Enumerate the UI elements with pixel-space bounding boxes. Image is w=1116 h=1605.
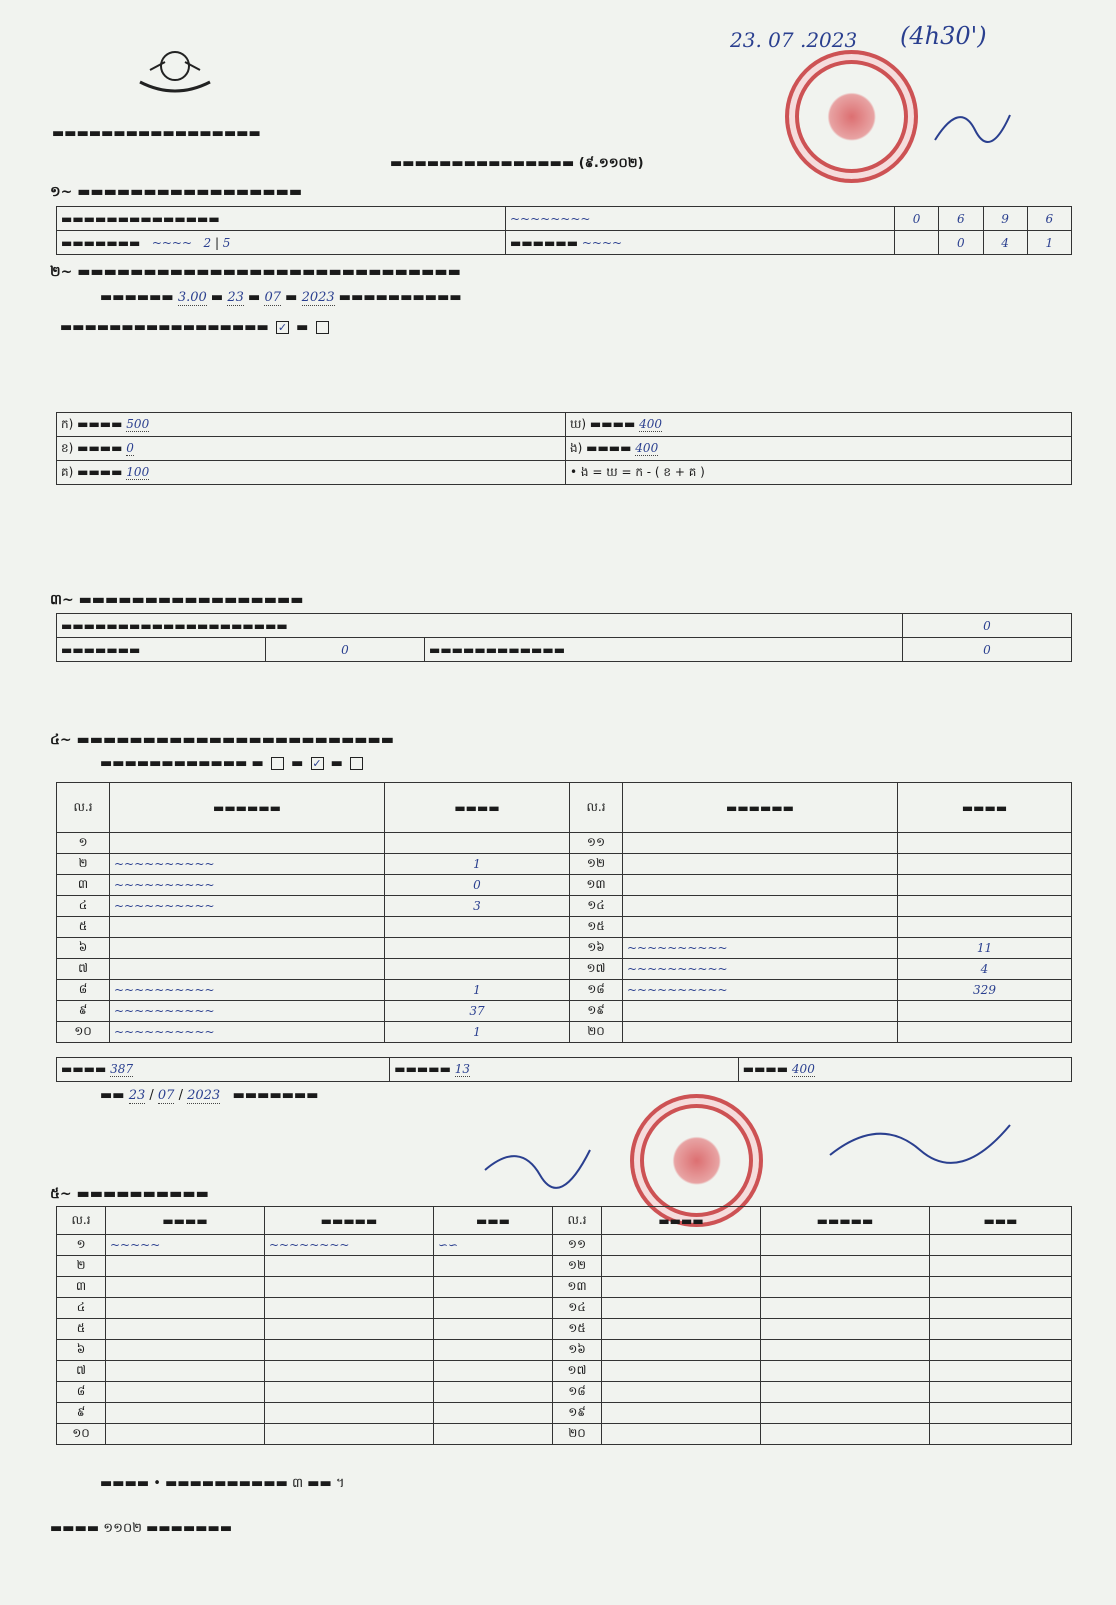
votes-row bbox=[57, 875, 1072, 896]
party-name bbox=[623, 896, 898, 917]
witness-party bbox=[265, 1424, 434, 1445]
witness-row bbox=[57, 1424, 1072, 1445]
row-no: ១០ bbox=[57, 1022, 110, 1043]
party-name: ~~~~~~~~~~ bbox=[110, 854, 385, 875]
witness-signature bbox=[930, 1235, 1072, 1256]
footnote: ▬▬▬▬ • ▬▬▬▬▬▬▬▬▬▬ ៣ ▬▬ ។ bbox=[100, 1476, 345, 1491]
party-votes: 1 bbox=[385, 854, 570, 875]
row-no: ៥ bbox=[57, 917, 110, 938]
stamp-time: (4h30') bbox=[900, 22, 987, 50]
party-name: ~~~~~~~~~~ bbox=[623, 980, 898, 1001]
witness-party bbox=[265, 1340, 434, 1361]
code-digit: 9 bbox=[983, 207, 1027, 231]
party-votes bbox=[898, 833, 1072, 854]
row-no: ៧ bbox=[57, 959, 110, 980]
witness-signature bbox=[434, 1424, 553, 1445]
row-no: ៧ bbox=[57, 1361, 106, 1382]
party-votes bbox=[385, 917, 570, 938]
total-invalid: 13 bbox=[454, 1062, 471, 1076]
votes-table: ល.រ ▬▬▬▬▬▬ ▬▬▬▬ ល.រ ▬▬▬▬▬▬ ▬▬▬▬ ១ ១១ ២ ~~~~~~~~~~ 1 ១២ ៣ ~~~~~~~~~~ 0 ១៣ ៤ ~~~~~~~~~~ 3 ១៤ ៥ ១៥ ៦ ១៦ ~~~~~~~~~~ 11 ៧ ១៧ ~~~~~~~~~~ 4 ៨ ~~~~~~~~~~ 1 ១៨ ~~~~~~~~~~ 329 ៩ ~~~~~~~~~~ 37 ១៩ ១០ ~~~~~~~~~~ 1 ២០ bbox=[56, 782, 1072, 1043]
witness-name bbox=[106, 1256, 265, 1277]
witness-party bbox=[761, 1424, 930, 1445]
formula: ង = ឃ = ក - ( ខ + គ ) bbox=[580, 464, 705, 479]
complaints-total: 0 bbox=[903, 614, 1072, 638]
witness-signature bbox=[434, 1298, 553, 1319]
form-title: ▬▬▬▬▬▬▬▬▬▬▬▬▬▬▬ (៩.១១០២) bbox=[390, 156, 644, 171]
witness-name bbox=[602, 1403, 761, 1424]
witness-party bbox=[265, 1403, 434, 1424]
section5-heading: ៥~ ▬▬▬▬▬▬▬▬▬▬ bbox=[50, 1186, 209, 1202]
commune-digit: 4 bbox=[983, 231, 1027, 255]
votes-row bbox=[57, 938, 1072, 959]
witness-party bbox=[265, 1319, 434, 1340]
party-votes bbox=[385, 959, 570, 980]
votes-row bbox=[57, 854, 1072, 875]
form-footer: ▬▬▬▬ ១១០២ ▬▬▬▬▬▬▬ bbox=[50, 1521, 233, 1536]
party-name: ~~~~~~~~~~ bbox=[623, 938, 898, 959]
witness-signature bbox=[930, 1256, 1072, 1277]
votes-row bbox=[57, 980, 1072, 1001]
commune-digit: 0 bbox=[939, 231, 983, 255]
row-no: ១២ bbox=[553, 1256, 602, 1277]
witness-row bbox=[57, 1277, 1072, 1298]
witness-name bbox=[106, 1277, 265, 1298]
row-no: ២០ bbox=[553, 1424, 602, 1445]
totals-table: ▬▬▬▬ 387 ▬▬▬▬▬ 13 ▬▬▬▬ 400 bbox=[56, 1057, 1072, 1082]
witness-name bbox=[602, 1256, 761, 1277]
witness-party bbox=[265, 1298, 434, 1319]
row-no: ៤ bbox=[57, 1298, 106, 1319]
party-votes: 1 bbox=[385, 1022, 570, 1043]
row-no: ១១ bbox=[553, 1235, 602, 1256]
witness-signature bbox=[930, 1424, 1072, 1445]
row-no: ១៤ bbox=[570, 896, 623, 917]
section4-heading: ៤~ ▬▬▬▬▬▬▬▬▬▬▬▬▬▬▬▬▬▬▬▬▬▬▬▬ bbox=[50, 732, 394, 748]
sign-month: 07 bbox=[157, 1088, 175, 1103]
party-name bbox=[623, 917, 898, 938]
witness-name bbox=[106, 1361, 265, 1382]
total-in-box: 400 bbox=[791, 1062, 815, 1076]
nec-emblem-icon bbox=[130, 42, 220, 102]
witness-signature bbox=[930, 1340, 1072, 1361]
party-votes: 37 bbox=[385, 1001, 570, 1022]
row-label: ឃ) bbox=[570, 416, 587, 431]
witness-name: ~~~~~ bbox=[106, 1235, 265, 1256]
party-name bbox=[623, 854, 898, 875]
witness-signature bbox=[930, 1319, 1072, 1340]
row-label: ខ) bbox=[61, 440, 74, 455]
witness-party bbox=[265, 1256, 434, 1277]
row-no: ៤ bbox=[57, 896, 110, 917]
votes-row bbox=[57, 1022, 1072, 1043]
party-name: ~~~~~~~~~~ bbox=[110, 1001, 385, 1022]
row-no: ២០ bbox=[570, 1022, 623, 1043]
party-name bbox=[110, 833, 385, 854]
row-no: ១១ bbox=[570, 833, 623, 854]
witness-party bbox=[761, 1235, 930, 1256]
ballots-unused: 100 bbox=[126, 464, 150, 479]
row-no: ២ bbox=[57, 854, 110, 875]
row-no: ១២ bbox=[570, 854, 623, 875]
witness-row bbox=[57, 1319, 1072, 1340]
witness-name bbox=[106, 1382, 265, 1403]
witness-party bbox=[265, 1361, 434, 1382]
party-votes bbox=[898, 854, 1072, 875]
party-votes bbox=[898, 1001, 1072, 1022]
section2-table: ក) ▬▬▬▬ 500 ឃ) ▬▬▬▬ 400 ខ) ▬▬▬▬ 0 ង) ▬▬▬▬ 400 គ) ▬▬▬▬ 100 • ង = ឃ = ក - ( ខ + គ ) bbox=[56, 412, 1072, 485]
witness-name bbox=[602, 1235, 761, 1256]
party-votes bbox=[898, 917, 1072, 938]
row-no: ២ bbox=[57, 1256, 106, 1277]
witness-name bbox=[106, 1403, 265, 1424]
witness-signature: ∽∽ bbox=[434, 1235, 553, 1256]
committee-title: ▬▬▬▬▬▬▬▬▬▬▬▬▬▬▬▬▬ bbox=[52, 126, 261, 141]
party-name bbox=[110, 938, 385, 959]
witness-signature bbox=[930, 1403, 1072, 1424]
votes-row bbox=[57, 1001, 1072, 1022]
row-no: ១០ bbox=[57, 1424, 106, 1445]
row-no: ៣ bbox=[57, 1277, 106, 1298]
witness-party bbox=[761, 1319, 930, 1340]
official-seal-top bbox=[785, 50, 918, 183]
party-name bbox=[110, 959, 385, 980]
party-name: ~~~~~~~~~~ bbox=[110, 896, 385, 917]
party-name bbox=[623, 1001, 898, 1022]
witness-row bbox=[57, 1298, 1072, 1319]
form-page bbox=[40, 20, 1076, 1585]
witness-signature bbox=[434, 1319, 553, 1340]
witness-party bbox=[761, 1382, 930, 1403]
row-no: ១៧ bbox=[553, 1361, 602, 1382]
party-votes: 3 bbox=[385, 896, 570, 917]
party-name: ~~~~~~~~~~ bbox=[110, 980, 385, 1001]
witness-name bbox=[602, 1319, 761, 1340]
station-label: ▬▬▬▬▬▬▬▬▬▬▬▬▬▬ bbox=[57, 207, 506, 231]
witness-row bbox=[57, 1340, 1072, 1361]
party-votes bbox=[385, 833, 570, 854]
witness-signature bbox=[434, 1277, 553, 1298]
voters-count: 400 bbox=[639, 416, 662, 431]
witness-name bbox=[602, 1424, 761, 1445]
party-name: ~~~~~~~~~~ bbox=[110, 1022, 385, 1043]
row-no: ៥ bbox=[57, 1319, 106, 1340]
votes-row bbox=[57, 917, 1072, 938]
ballots-received: 500 bbox=[126, 416, 150, 431]
row-no: ៩ bbox=[57, 1001, 110, 1022]
ballots-spoiled: 0 bbox=[126, 440, 134, 455]
row-no: ១៣ bbox=[553, 1277, 602, 1298]
count-time-line: ▬▬▬▬▬▬ 3.00 ▬ 23 ▬ 07 ▬ 2023 ▬▬▬▬▬▬▬▬▬▬ bbox=[100, 290, 462, 305]
party-votes bbox=[898, 875, 1072, 896]
witness-party bbox=[265, 1277, 434, 1298]
count-day: 23 bbox=[227, 290, 244, 305]
commune-digit: 1 bbox=[1027, 231, 1071, 255]
row-no: ៨ bbox=[57, 980, 110, 1001]
witness-party bbox=[265, 1382, 434, 1403]
party-name: ~~~~~~~~~~ bbox=[110, 875, 385, 896]
witness-signature bbox=[930, 1277, 1072, 1298]
witness-party bbox=[761, 1298, 930, 1319]
votes-row bbox=[57, 896, 1072, 917]
row-no: ១៥ bbox=[570, 917, 623, 938]
witness-name bbox=[106, 1319, 265, 1340]
witness-row bbox=[57, 1361, 1072, 1382]
section1-table bbox=[56, 206, 1072, 255]
witness-row bbox=[57, 1382, 1072, 1403]
witness-name bbox=[602, 1361, 761, 1382]
section3-heading: ៣~ ▬▬▬▬▬▬▬▬▬▬▬▬▬▬▬▬▬ bbox=[50, 592, 304, 608]
row-label: • bbox=[570, 464, 578, 479]
row-no: ១៦ bbox=[553, 1340, 602, 1361]
witness-party bbox=[761, 1403, 930, 1424]
section1-heading: ១~ ▬▬▬▬▬▬▬▬▬▬▬▬▬▬▬▬▬ bbox=[50, 184, 303, 200]
witness-table: ល.រ ▬▬▬▬ ▬▬▬▬▬ ▬▬▬ ល.រ ▬▬▬▬ ▬▬▬▬▬ ▬▬▬ ១ ~~~~~ ~~~~~~~~ ∽∽ ១១ ២ ១២ ៣ ១៣ ៤ ១៤ ៥ ១៥ ៦ ១៦ ៧ ១៧ ៨ ១៨ ៩ ១៩ ១០ ២០ bbox=[56, 1206, 1072, 1445]
signing-date-line: ▬▬ 23 / 07 / 2023 ▬▬▬▬▬▬▬ bbox=[100, 1088, 319, 1103]
code-digit: 6 bbox=[939, 207, 983, 231]
row-no: ៩ bbox=[57, 1403, 106, 1424]
row-no: ៣ bbox=[57, 875, 110, 896]
witness-signature bbox=[434, 1361, 553, 1382]
count-month: 07 bbox=[264, 290, 282, 305]
complaints-resolved: 0 bbox=[266, 638, 425, 662]
province-code: 5 bbox=[222, 235, 231, 250]
witness-party bbox=[761, 1277, 930, 1298]
witness-name bbox=[106, 1298, 265, 1319]
witness-row bbox=[57, 1403, 1072, 1424]
row-label: គ) bbox=[61, 464, 74, 479]
witness-party: ~~~~~~~~ bbox=[265, 1235, 434, 1256]
count-time: 3.00 bbox=[177, 290, 207, 305]
witness-party bbox=[761, 1340, 930, 1361]
code-digit: 0 bbox=[895, 207, 939, 231]
sign-year: 2023 bbox=[187, 1088, 221, 1103]
row-no: ១៩ bbox=[553, 1403, 602, 1424]
province-code: 2 bbox=[203, 235, 212, 250]
witness-signature bbox=[930, 1298, 1072, 1319]
row-no: ១ bbox=[57, 1235, 106, 1256]
commune-label: ▬▬▬▬▬▬ ~~~~ bbox=[506, 231, 895, 255]
sheets-line: ▬▬▬▬▬▬▬▬▬▬▬▬ ▬ ▬ ✓ ▬ bbox=[100, 756, 366, 771]
count-year: 2023 bbox=[301, 290, 335, 305]
section3-table: ▬▬▬▬▬▬▬▬▬▬▬▬▬▬▬▬▬▬▬▬ 0 ▬▬▬▬▬▬▬ 0 ▬▬▬▬▬▬▬▬▬▬▬▬ 0 bbox=[56, 613, 1072, 662]
sign-day: 23 bbox=[128, 1088, 146, 1103]
signature-top bbox=[930, 90, 1020, 150]
witness-name bbox=[106, 1424, 265, 1445]
row-label: ង) bbox=[570, 440, 583, 455]
row-no: ១៥ bbox=[553, 1319, 602, 1340]
party-votes: 1 bbox=[385, 980, 570, 1001]
party-name bbox=[623, 875, 898, 896]
party-name bbox=[110, 917, 385, 938]
row-no: ៦ bbox=[57, 1340, 106, 1361]
ballots-in-box: 400 bbox=[635, 440, 659, 455]
row-no: ១៩ bbox=[570, 1001, 623, 1022]
station-name: ~~~~~~~~ bbox=[506, 207, 895, 231]
witness-row bbox=[57, 1235, 1072, 1256]
signature-chair bbox=[480, 1130, 600, 1200]
row-label: ក) bbox=[61, 416, 74, 431]
province-label: ▬▬▬▬▬▬▬ ~~~~ 2 | 5 bbox=[57, 231, 506, 255]
witness-signature bbox=[434, 1256, 553, 1277]
party-name bbox=[623, 1022, 898, 1043]
witness-name bbox=[602, 1340, 761, 1361]
row-no: ៨ bbox=[57, 1382, 106, 1403]
witness-name bbox=[602, 1298, 761, 1319]
party-votes bbox=[898, 896, 1072, 917]
party-votes bbox=[898, 1022, 1072, 1043]
row-no: ១៧ bbox=[570, 959, 623, 980]
party-name bbox=[623, 833, 898, 854]
party-votes bbox=[385, 938, 570, 959]
row-no: ១៨ bbox=[570, 980, 623, 1001]
party-votes: 0 bbox=[385, 875, 570, 896]
stamp-date: 23. 07 .2023 bbox=[730, 28, 858, 52]
witness-name bbox=[106, 1340, 265, 1361]
witness-signature bbox=[930, 1382, 1072, 1403]
witness-signature bbox=[434, 1403, 553, 1424]
section2-heading: ២~ ▬▬▬▬▬▬▬▬▬▬▬▬▬▬▬▬▬▬▬▬▬▬▬▬▬▬▬▬▬ bbox=[50, 264, 461, 280]
witness-party bbox=[761, 1256, 930, 1277]
witness-signature bbox=[434, 1382, 553, 1403]
witness-name bbox=[602, 1382, 761, 1403]
seal-check-line: ▬▬▬▬▬▬▬▬▬▬▬▬▬▬▬▬▬ ✓ ▬ bbox=[60, 320, 332, 335]
votes-row bbox=[57, 833, 1072, 854]
witness-row bbox=[57, 1256, 1072, 1277]
witness-name bbox=[602, 1277, 761, 1298]
row-no: ៦ bbox=[57, 938, 110, 959]
witness-signature bbox=[434, 1340, 553, 1361]
witness-signature bbox=[930, 1361, 1072, 1382]
row-no: ១៦ bbox=[570, 938, 623, 959]
row-no: ១ bbox=[57, 833, 110, 854]
row-no: ១៨ bbox=[553, 1382, 602, 1403]
party-votes: 11 bbox=[898, 938, 1072, 959]
party-votes: 329 bbox=[898, 980, 1072, 1001]
row-no: ១៤ bbox=[553, 1298, 602, 1319]
complaints-forwarded: 0 bbox=[903, 638, 1072, 662]
row-no: ១៣ bbox=[570, 875, 623, 896]
witness-party bbox=[761, 1361, 930, 1382]
votes-row bbox=[57, 959, 1072, 980]
party-votes: 4 bbox=[898, 959, 1072, 980]
total-valid: 387 bbox=[110, 1062, 134, 1076]
party-name: ~~~~~~~~~~ bbox=[623, 959, 898, 980]
code-digit: 6 bbox=[1027, 207, 1071, 231]
signature-secretary bbox=[820, 1095, 1020, 1185]
